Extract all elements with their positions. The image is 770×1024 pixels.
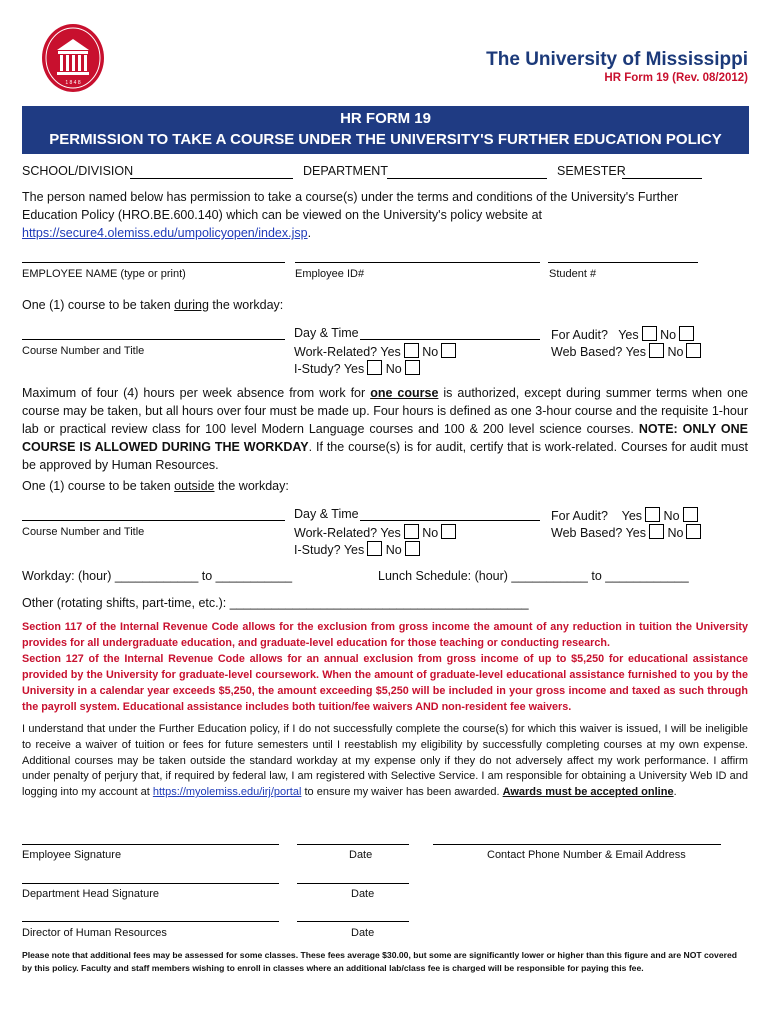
semester-field[interactable]: [622, 178, 702, 179]
employee-signature-label: Employee Signature: [22, 849, 122, 861]
during-heading: One (1) course to be taken during the workday:: [22, 298, 284, 312]
department-field[interactable]: [387, 178, 547, 179]
during-for-audit: For Audit? Yes No: [551, 326, 694, 342]
director-date-label: Date: [351, 927, 375, 939]
policy-link[interactable]: https://secure4.olemiss.edu/umpolicyopen/index.jsp: [22, 226, 308, 240]
svg-text:1 8 4 8: 1 8 4 8: [65, 80, 81, 86]
student-number-label: Student #: [549, 268, 597, 280]
during-course-label: Course Number and Title: [22, 345, 145, 357]
lunch-schedule[interactable]: Lunch Schedule: (hour) ___________ to ____________: [378, 569, 689, 583]
outside-web-based: Web Based? Yes No: [551, 524, 701, 540]
director-date-field[interactable]: [297, 921, 409, 922]
during-istudy-no-checkbox[interactable]: [405, 360, 420, 375]
portal-link[interactable]: https://myolemiss.edu/irj/portal: [152, 786, 302, 799]
university-seal-logo: [40, 22, 106, 94]
employee-date-label: Date: [349, 849, 373, 861]
outside-day-time: Day & Time: [294, 507, 359, 521]
banner-title: HR FORM 19: [340, 110, 431, 127]
department-label: DEPARTMENT: [303, 164, 388, 178]
outside-audit-no-checkbox[interactable]: [683, 507, 698, 522]
outside-course-label: Course Number and Title: [22, 526, 145, 538]
employee-name-label: EMPLOYEE NAME (type or print): [22, 268, 186, 280]
university-name: The University of Mississippi: [486, 49, 748, 70]
dept-head-date-label: Date: [351, 888, 375, 900]
outside-course-field[interactable]: [22, 520, 285, 521]
during-work-related-no-checkbox[interactable]: [441, 343, 456, 358]
director-signature-label: Director of Human Resources: [22, 927, 167, 939]
employee-name-field[interactable]: [22, 262, 285, 263]
outside-work-related-yes-checkbox[interactable]: [404, 524, 419, 539]
outside-istudy-no-checkbox[interactable]: [405, 541, 420, 556]
during-day-time-field[interactable]: [360, 339, 540, 340]
during-work-related-yes-checkbox[interactable]: [404, 343, 419, 358]
section-127-notice: Section 127 of the Internal Revenue Code allows for an annual exclusion from gross income of up to $5,250 for educational assistance provided by the University for graduate-level coursework. When the amount of graduate-level educational assistance furnished to you by the University in a calendar year exceeds $5,250, the amount exceeding $5,250 will be included in your gross income and taxed as such through the payroll system. Educational assistance includes both tuition/fee waivers AND non-resident fee waivers.: [22, 653, 748, 713]
dept-head-signature-label: Department Head Signature: [22, 888, 159, 900]
during-web-yes-checkbox[interactable]: [649, 343, 664, 358]
employee-signature-field[interactable]: [22, 844, 279, 845]
outside-work-related-no-checkbox[interactable]: [441, 524, 456, 539]
during-audit-yes-checkbox[interactable]: [642, 326, 657, 341]
during-audit-no-checkbox[interactable]: [679, 326, 694, 341]
semester-label: SEMESTER: [557, 164, 626, 178]
during-day-time: Day & Time: [294, 326, 359, 340]
other-schedule[interactable]: Other (rotating shifts, part-time, etc.): ___________________________________________: [22, 596, 529, 610]
title-banner: [22, 106, 749, 154]
during-istudy-yes-checkbox[interactable]: [367, 360, 382, 375]
during-istudy: I-Study? Yes No: [294, 360, 420, 376]
director-signature-field[interactable]: [22, 921, 279, 922]
school-division-field[interactable]: [130, 178, 293, 179]
dept-head-signature-field[interactable]: [22, 883, 279, 884]
footer-note: Please note that additional fees may be assessed for some classes. These fees average $30.00, but some are significantly lower or higher than this figure and are NOT covered by this policy. Faculty and staff members wishing to enroll in classes where an additional lab/class fee is charged will be responsible for paying this fee.: [22, 950, 737, 973]
student-number-field[interactable]: [548, 262, 698, 263]
outside-for-audit: For Audit? Yes No: [551, 507, 698, 523]
contact-label: Contact Phone Number & Email Address: [487, 849, 686, 861]
banner-subtitle: PERMISSION TO TAKE A COURSE UNDER THE UNIVERSITY'S FURTHER EDUCATION POLICY: [49, 131, 722, 148]
outside-audit-yes-checkbox[interactable]: [645, 507, 660, 522]
during-web-based: Web Based? Yes No: [551, 343, 701, 359]
max-hours-paragraph: Maximum of four (4) hours per week absence from work for one course is authorized, except during summer terms when one course may be taken, but all hours over four must be made up. Four hours is defined as one 3-hour course and the requisite 1-hour lab or practical review class for 100 level Modern Language courses and 100 & 200 level science courses. NOTE: ONLY ONE COURSE IS ALLOWED DURING THE WORKDAY. If the course(s) is for audit, certify that is work-related. Courses for audit must be approved by Human Resources.: [22, 386, 748, 472]
outside-web-yes-checkbox[interactable]: [649, 524, 664, 539]
workday-hours[interactable]: Workday: (hour) ____________ to ___________: [22, 569, 293, 583]
during-course-field[interactable]: [22, 339, 285, 340]
outside-work-related: Work-Related? Yes No: [294, 524, 456, 540]
contact-field[interactable]: [433, 844, 721, 845]
during-web-no-checkbox[interactable]: [686, 343, 701, 358]
outside-istudy-yes-checkbox[interactable]: [367, 541, 382, 556]
section-117-notice: Section 117 of the Internal Revenue Code allows for the exclusion from gross income the amount of any reduction in tuition the University provides for all undergraduate education, and graduate-level education for those teaching or conducting research.: [22, 621, 748, 649]
tax-notice: [22, 619, 748, 715]
form-id: HR Form 19 (Rev. 08/2012): [604, 72, 748, 84]
outside-istudy: I-Study? Yes No: [294, 541, 420, 557]
employee-id-label: Employee ID#: [295, 268, 365, 280]
school-division-label: SCHOOL/DIVISION: [22, 164, 134, 178]
outside-heading: One (1) course to be taken outside the workday:: [22, 479, 289, 493]
agreement-paragraph: I understand that under the Further Education policy, if I do not successfully complete the course(s) for which this waiver is issued, I will be ineligible to receive a waiver of tuition or fees for future semesters until I reestablish my eligibility by successfully completing courses at my own expense. Additional courses may be taken outside the standard workday at my expense only if they do not adversely affect my work performance. I affirm under penalty of perjury that, if required by federal law, I am registered with Selective Service. I am responsible for obtaining a University Web ID and logging into my account at https://myolemiss.edu/irj/portal to ensure my waiver has been awarded. Awards must be accepted online.: [22, 723, 748, 799]
outside-web-no-checkbox[interactable]: [686, 524, 701, 539]
employee-id-field[interactable]: [295, 262, 540, 263]
dept-head-date-field[interactable]: [297, 883, 409, 884]
employee-date-field[interactable]: [297, 844, 409, 845]
intro-paragraph: The person named below has permission to take a course(s) under the terms and conditions of the University's Further Education Policy (HRO.BE.600.140) which can be viewed on the University's policy website at https://secure4.olemiss.edu/umpolicyopen/index.jsp.: [22, 190, 679, 240]
during-work-related: Work-Related? Yes No: [294, 343, 456, 359]
outside-day-time-field[interactable]: [360, 520, 540, 521]
